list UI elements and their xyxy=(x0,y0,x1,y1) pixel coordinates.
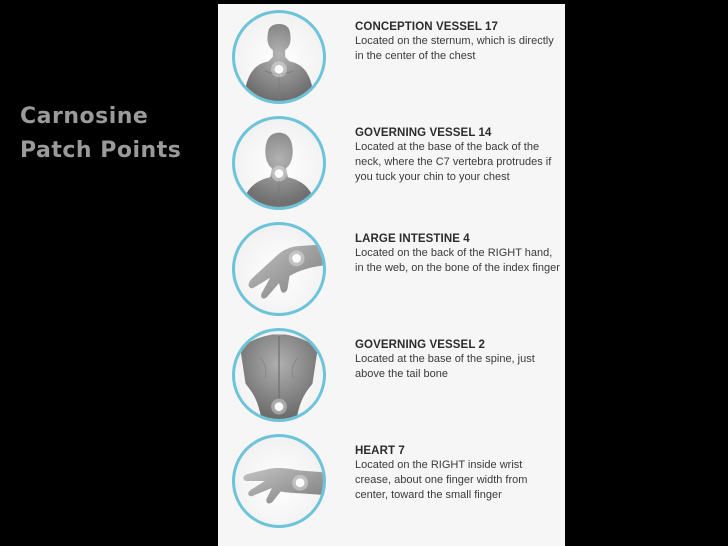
point-text xyxy=(355,444,560,503)
point-name: HEART 7 xyxy=(355,445,405,457)
point-description: Located at the base of the back of the neck, where the C7 vertebra protrudes if you tuck your chin to your chest xyxy=(355,141,552,183)
male-torso-front-illustration xyxy=(232,10,326,104)
point-description: Located on the back of the RIGHT hand, in the web, on the bone of the index finger xyxy=(355,247,560,274)
head-neck-back-illustration xyxy=(232,116,326,210)
point-text xyxy=(355,20,560,64)
point-name: CONCEPTION VESSEL 17 xyxy=(355,21,499,33)
point-description: Located on the RIGHT inside wrist crease, about one finger width from center, toward the small finger xyxy=(355,459,528,501)
slide-title-line-1: Carnosine xyxy=(20,104,149,129)
point-name: LARGE INTESTINE 4 xyxy=(355,233,470,245)
point-description: Located on the sternum, which is directly in the center of the chest xyxy=(355,35,554,62)
point-text xyxy=(355,232,560,276)
slide-title xyxy=(20,100,181,168)
point-name: GOVERNING VESSEL 2 xyxy=(355,339,486,351)
point-item-large-intestine-4 xyxy=(218,222,565,328)
point-item-governing-vessel-14 xyxy=(218,116,565,222)
slide-title-line-2: Patch Points xyxy=(20,138,182,163)
acupoint-chart xyxy=(218,4,565,546)
point-text xyxy=(355,126,560,185)
point-item-heart-7 xyxy=(218,434,565,540)
point-item-conception-vessel-17 xyxy=(218,10,565,116)
wrist-inside-illustration xyxy=(232,434,326,528)
point-text xyxy=(355,338,560,382)
point-name: GOVERNING VESSEL 14 xyxy=(355,127,492,139)
male-back-illustration xyxy=(232,328,326,422)
hand-back-illustration xyxy=(232,222,326,316)
point-item-governing-vessel-2 xyxy=(218,328,565,434)
point-description: Located at the base of the spine, just above the tail bone xyxy=(355,353,535,380)
